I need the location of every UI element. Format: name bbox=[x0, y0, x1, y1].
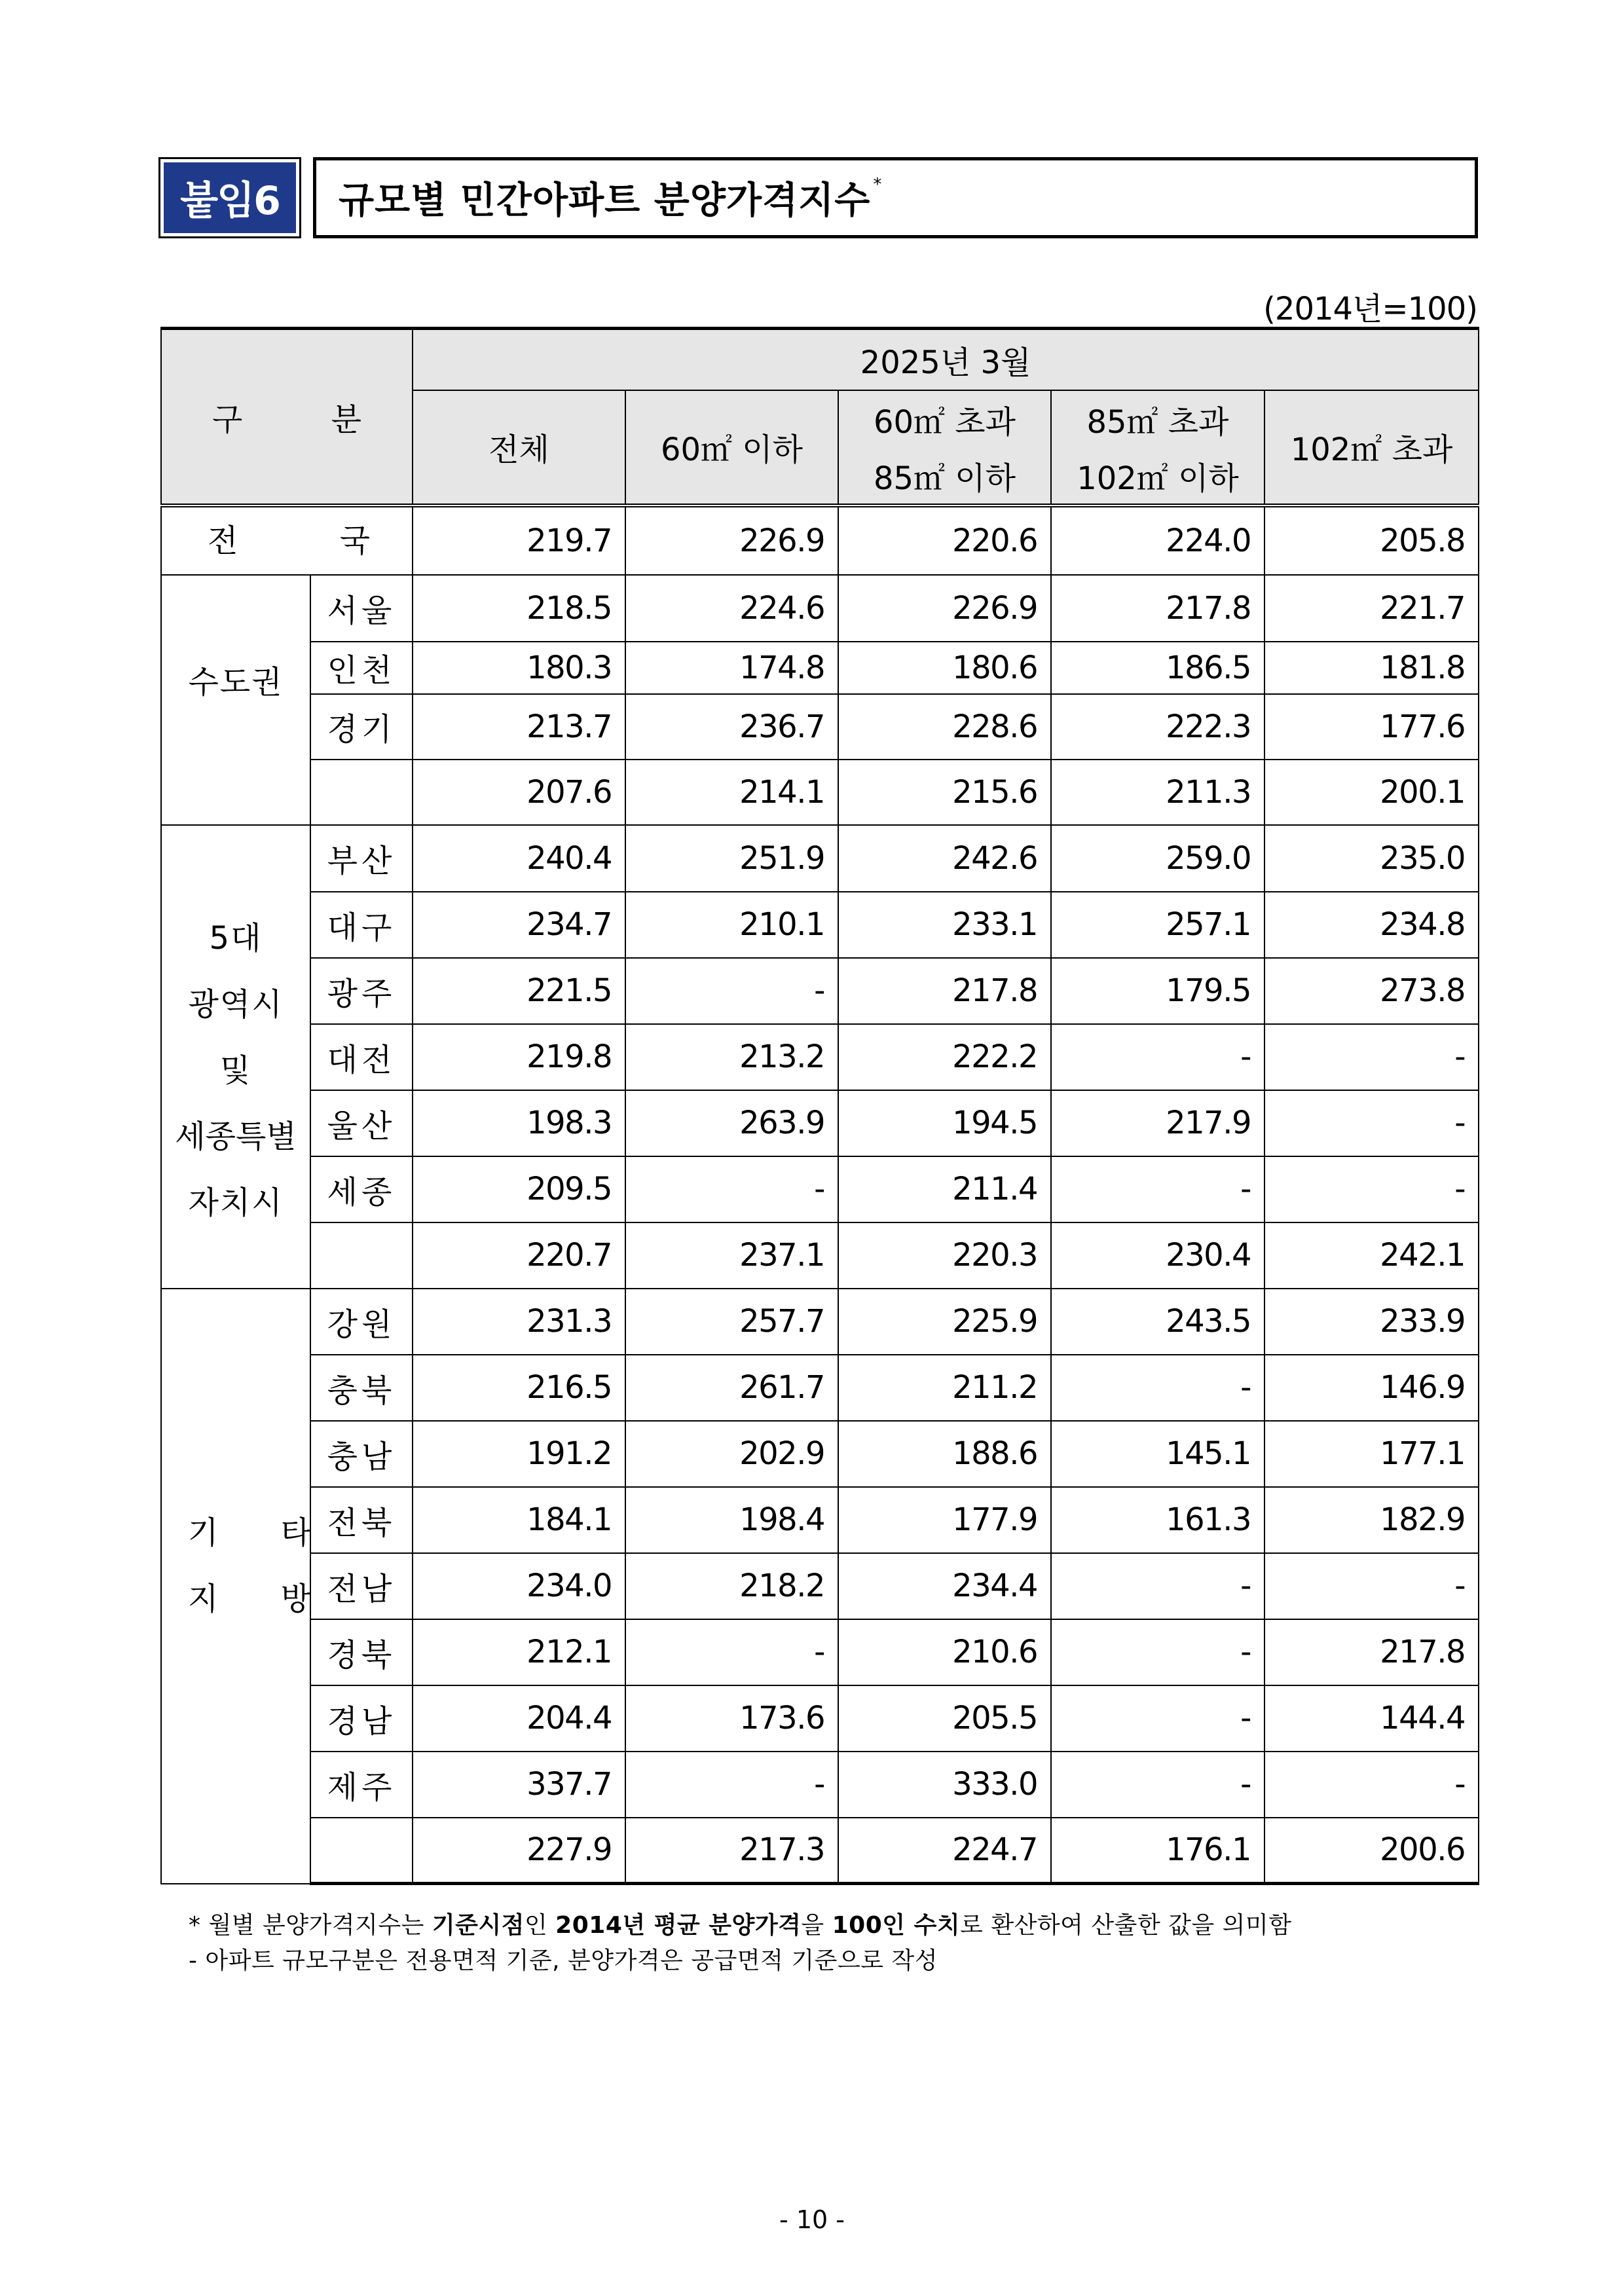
value-cell: - bbox=[1264, 1024, 1479, 1090]
table-row bbox=[161, 1090, 1479, 1156]
value-cell: 243.5 bbox=[1051, 1289, 1264, 1355]
value-cell: - bbox=[1051, 1156, 1264, 1222]
table-row bbox=[161, 892, 1479, 958]
table-row bbox=[161, 1355, 1479, 1421]
city-name: 경남 bbox=[310, 1685, 413, 1752]
price-index-table bbox=[160, 327, 1479, 1885]
table-row bbox=[161, 1487, 1479, 1553]
table-row bbox=[161, 1289, 1479, 1355]
value-cell: 220.6 bbox=[838, 505, 1051, 575]
table-row bbox=[161, 1421, 1479, 1487]
region-label-line: 광역시 bbox=[188, 985, 284, 1023]
subtotal-value: 200.1 bbox=[1264, 760, 1479, 825]
table-row bbox=[161, 694, 1479, 760]
value-cell: 181.8 bbox=[1264, 642, 1479, 694]
value-cell: 224.6 bbox=[625, 575, 838, 642]
base-year-note: (2014년=100) bbox=[1263, 291, 1477, 327]
subtotal-value: 207.6 bbox=[413, 760, 625, 825]
value-cell: 240.4 bbox=[413, 825, 625, 892]
subtotal-value: 242.1 bbox=[1264, 1222, 1479, 1289]
value-cell: 234.4 bbox=[838, 1553, 1051, 1619]
table-row bbox=[161, 958, 1479, 1024]
table-row bbox=[161, 575, 1479, 642]
city-name: 서울 bbox=[310, 575, 413, 642]
value-cell: 210.6 bbox=[838, 1619, 1051, 1685]
value-cell: 259.0 bbox=[1051, 825, 1264, 892]
region-label-line: 기 타 bbox=[188, 1514, 337, 1551]
value-cell: 194.5 bbox=[838, 1090, 1051, 1156]
region-label-line: 자치시 bbox=[188, 1184, 284, 1221]
value-cell: 222.2 bbox=[838, 1024, 1051, 1090]
value-cell: 218.2 bbox=[625, 1553, 838, 1619]
value-cell: 221.7 bbox=[1264, 575, 1479, 642]
value-cell: 263.9 bbox=[625, 1090, 838, 1156]
city-name: 전남 bbox=[310, 1553, 413, 1619]
value-cell: 224.0 bbox=[1051, 505, 1264, 575]
value-cell: 182.9 bbox=[1264, 1487, 1479, 1553]
value-cell: - bbox=[1051, 1553, 1264, 1619]
value-cell: - bbox=[625, 1752, 838, 1818]
value-cell: 212.1 bbox=[413, 1619, 625, 1685]
value-cell: 213.7 bbox=[413, 694, 625, 760]
value-cell: 273.8 bbox=[1264, 958, 1479, 1024]
value-cell: 180.3 bbox=[413, 642, 625, 694]
value-cell: 236.7 bbox=[625, 694, 838, 760]
footnote-bold: 2014년 평균 분양가격 bbox=[555, 1912, 802, 1939]
region-label-capital bbox=[161, 575, 310, 825]
table-row bbox=[161, 1156, 1479, 1222]
value-cell: 242.6 bbox=[838, 825, 1051, 892]
value-cell: 219.7 bbox=[413, 505, 625, 575]
row-label-nation bbox=[161, 505, 416, 575]
table-row bbox=[161, 1685, 1479, 1752]
footnote-bold: 100인 수치 bbox=[832, 1912, 961, 1939]
city-name: 울산 bbox=[310, 1090, 413, 1156]
region-label-capital-text: 수도권 bbox=[188, 663, 284, 701]
value-cell: - bbox=[1264, 1752, 1479, 1818]
value-cell: 228.6 bbox=[838, 694, 1051, 760]
city-name: 충북 bbox=[310, 1355, 413, 1421]
subtotal-row-metro bbox=[161, 1222, 1479, 1289]
value-cell: 205.5 bbox=[838, 1685, 1051, 1752]
city-name: 경북 bbox=[310, 1619, 413, 1685]
value-cell: 180.6 bbox=[838, 642, 1051, 694]
value-cell: 146.9 bbox=[1264, 1355, 1479, 1421]
subtotal-value: 214.1 bbox=[625, 760, 838, 825]
table-row bbox=[161, 1752, 1479, 1818]
value-cell: 257.7 bbox=[625, 1289, 838, 1355]
title-row bbox=[158, 157, 1478, 238]
value-cell: 217.8 bbox=[838, 958, 1051, 1024]
value-cell: 234.7 bbox=[413, 892, 625, 958]
page-title-text: 규모별 민간아파트 분양가격지수 bbox=[339, 179, 871, 222]
footnote-text: 로 환산하여 산출한 값을 의미함 bbox=[960, 1912, 1292, 1939]
value-cell: 188.6 bbox=[838, 1421, 1051, 1487]
row-nation bbox=[161, 505, 1479, 575]
value-cell: 198.4 bbox=[625, 1487, 838, 1553]
value-cell: 218.5 bbox=[413, 575, 625, 642]
value-cell: 186.5 bbox=[1051, 642, 1264, 694]
value-cell: 174.8 bbox=[625, 642, 838, 694]
footnote-bold: 기준시점 bbox=[432, 1912, 525, 1939]
region-label-line: 지 방 bbox=[188, 1580, 337, 1617]
col-header-under60: 60㎡ 이하 bbox=[625, 390, 838, 505]
value-cell: 204.4 bbox=[413, 1685, 625, 1752]
col-header-85to102-line2: 102㎡ 이하 bbox=[1051, 448, 1264, 505]
header-group-label bbox=[161, 329, 413, 505]
subtotal-value: 237.1 bbox=[625, 1222, 838, 1289]
value-cell: - bbox=[1051, 1752, 1264, 1818]
city-name: 부산 bbox=[310, 825, 413, 892]
subtotal-row-other bbox=[161, 1818, 1479, 1884]
row-label-nation-text: 전 국 bbox=[208, 522, 416, 559]
city-name: 대구 bbox=[310, 892, 413, 958]
value-cell: - bbox=[625, 1619, 838, 1685]
value-cell: 217.8 bbox=[1264, 1619, 1479, 1685]
city-name: 충남 bbox=[310, 1421, 413, 1487]
value-cell: - bbox=[1051, 1619, 1264, 1685]
city-name: 제주 bbox=[310, 1752, 413, 1818]
subtotal-value: 215.6 bbox=[838, 760, 1051, 825]
subtotal-label-cell bbox=[310, 1818, 413, 1884]
value-cell: 221.5 bbox=[413, 958, 625, 1024]
region-label-other bbox=[161, 1289, 337, 1884]
title-asterisk: * bbox=[873, 175, 883, 194]
value-cell: 184.1 bbox=[413, 1487, 625, 1553]
region-label-metro bbox=[161, 825, 310, 1289]
value-cell: 209.5 bbox=[413, 1156, 625, 1222]
subtotal-row-capital bbox=[161, 760, 1479, 825]
subtotal-value: 200.6 bbox=[1264, 1818, 1479, 1884]
footnote-text: * 월별 분양가격지수는 bbox=[189, 1912, 432, 1939]
value-cell: 191.2 bbox=[413, 1421, 625, 1487]
table-row bbox=[161, 642, 1479, 694]
value-cell: 210.1 bbox=[625, 892, 838, 958]
attachment-badge-label: 붙임6 bbox=[164, 162, 296, 233]
value-cell: 226.9 bbox=[625, 505, 838, 575]
subtotal-value: 176.1 bbox=[1051, 1818, 1264, 1884]
city-name: 세종 bbox=[310, 1156, 413, 1222]
value-cell: 144.4 bbox=[1264, 1685, 1479, 1752]
col-header-85to102-line1: 85㎡ 초과 bbox=[1051, 390, 1264, 448]
city-name: 광주 bbox=[310, 958, 413, 1024]
header-period: 2025년 3월 bbox=[413, 329, 1479, 390]
table-row bbox=[161, 1024, 1479, 1090]
value-cell: 233.1 bbox=[838, 892, 1051, 958]
table-row bbox=[161, 1553, 1479, 1619]
value-cell: - bbox=[625, 1156, 838, 1222]
table-row bbox=[161, 825, 1479, 892]
city-name: 대전 bbox=[310, 1024, 413, 1090]
value-cell: - bbox=[1051, 1024, 1264, 1090]
value-cell: 173.6 bbox=[625, 1685, 838, 1752]
col-header-total: 전체 bbox=[413, 390, 625, 505]
page-number: - 10 - bbox=[779, 2205, 845, 2234]
value-cell: 333.0 bbox=[838, 1752, 1051, 1818]
value-cell: 222.3 bbox=[1051, 694, 1264, 760]
value-cell: - bbox=[1051, 1355, 1264, 1421]
subtotal-label-cell bbox=[310, 760, 413, 825]
value-cell: 233.9 bbox=[1264, 1289, 1479, 1355]
region-label-line: 5대 bbox=[209, 919, 263, 957]
footnote-definition bbox=[189, 1907, 1292, 1940]
subtotal-value: 227.9 bbox=[413, 1818, 625, 1884]
value-cell: 261.7 bbox=[625, 1355, 838, 1421]
subtotal-value: 230.4 bbox=[1051, 1222, 1264, 1289]
value-cell: 202.9 bbox=[625, 1421, 838, 1487]
value-cell: 337.7 bbox=[413, 1752, 625, 1818]
col-header-60to85-line2: 85㎡ 이하 bbox=[838, 448, 1051, 505]
value-cell: 177.6 bbox=[1264, 694, 1479, 760]
table-row bbox=[161, 1619, 1479, 1685]
value-cell: 216.5 bbox=[413, 1355, 625, 1421]
value-cell: 251.9 bbox=[625, 825, 838, 892]
city-name: 경기 bbox=[310, 694, 413, 760]
value-cell: 213.2 bbox=[625, 1024, 838, 1090]
value-cell: 235.0 bbox=[1264, 825, 1479, 892]
value-cell: - bbox=[1264, 1553, 1479, 1619]
value-cell: 205.8 bbox=[1264, 505, 1479, 575]
value-cell: 217.9 bbox=[1051, 1090, 1264, 1156]
city-name: 강원 bbox=[310, 1289, 413, 1355]
value-cell: 234.8 bbox=[1264, 892, 1479, 958]
value-cell: 226.9 bbox=[838, 575, 1051, 642]
value-cell: 198.3 bbox=[413, 1090, 625, 1156]
value-cell: 219.8 bbox=[413, 1024, 625, 1090]
value-cell: 225.9 bbox=[838, 1289, 1051, 1355]
city-name: 인천 bbox=[310, 642, 413, 694]
value-cell: 179.5 bbox=[1051, 958, 1264, 1024]
value-cell: 177.9 bbox=[838, 1487, 1051, 1553]
region-label-line: 세종특별 bbox=[175, 1118, 297, 1155]
value-cell: - bbox=[1264, 1156, 1479, 1222]
value-cell: - bbox=[1264, 1090, 1479, 1156]
footnote-text: 인 bbox=[524, 1912, 556, 1939]
subtotal-value: 220.7 bbox=[413, 1222, 625, 1289]
city-name: 전북 bbox=[310, 1487, 413, 1553]
value-cell: 217.8 bbox=[1051, 575, 1264, 642]
header-row-period bbox=[161, 329, 1479, 390]
value-cell: - bbox=[1051, 1685, 1264, 1752]
subtotal-value: 211.3 bbox=[1051, 760, 1264, 825]
header-group-text: 구 분 bbox=[212, 401, 401, 438]
value-cell: 211.2 bbox=[838, 1355, 1051, 1421]
value-cell: 231.3 bbox=[413, 1289, 625, 1355]
value-cell: 234.0 bbox=[413, 1553, 625, 1619]
value-cell: - bbox=[625, 958, 838, 1024]
col-header-over102: 102㎡ 초과 bbox=[1264, 390, 1479, 505]
col-header-60to85-line1: 60㎡ 초과 bbox=[838, 390, 1051, 448]
region-label-line: 및 bbox=[219, 1052, 252, 1089]
subtotal-value: 220.3 bbox=[838, 1222, 1051, 1289]
subtotal-value: 217.3 bbox=[625, 1818, 838, 1884]
subtotal-value: 224.7 bbox=[838, 1818, 1051, 1884]
value-cell: 257.1 bbox=[1051, 892, 1264, 958]
footnote-basis: - 아파트 규모구분은 전용면적 기준, 분양가격은 공급면적 기준으로 작성 bbox=[189, 1947, 938, 1974]
value-cell: 161.3 bbox=[1051, 1487, 1264, 1553]
footnote-text: 을 bbox=[801, 1912, 832, 1939]
value-cell: 177.1 bbox=[1264, 1421, 1479, 1487]
subtotal-label-cell bbox=[310, 1222, 413, 1289]
page-title bbox=[313, 157, 1478, 238]
value-cell: 211.4 bbox=[838, 1156, 1051, 1222]
attachment-badge bbox=[158, 157, 301, 238]
value-cell: 145.1 bbox=[1051, 1421, 1264, 1487]
